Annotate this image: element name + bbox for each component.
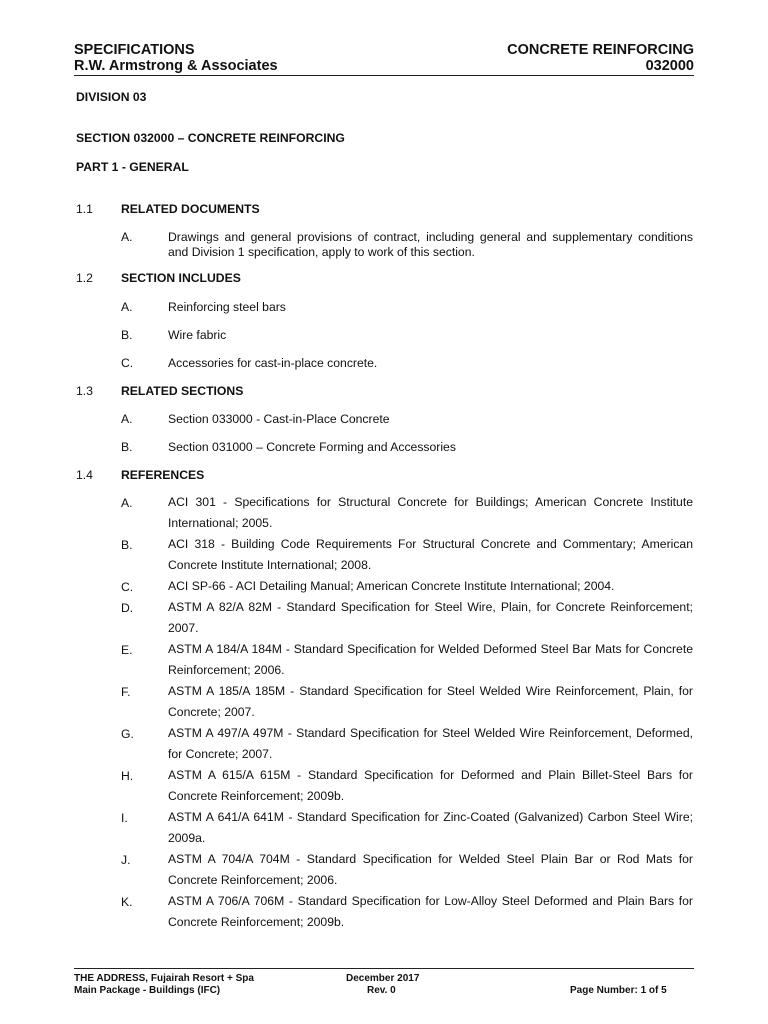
reference-text: ACI 301 - Specifications for Structural Concrete for Buildings; American Concrete Institute International; 2005. <box>168 495 693 530</box>
header-firm-name: R.W. Armstrong & Associates <box>74 58 278 74</box>
footer-divider <box>74 968 694 969</box>
section-heading: REFERENCES <box>121 468 205 482</box>
item-text: Section 031000 – Concrete Forming and Accessories <box>168 440 456 454</box>
reference-letter: G. <box>121 727 134 741</box>
reference-letter: F. <box>121 685 131 699</box>
item-letter: A. <box>121 230 133 244</box>
part-title: PART 1 - GENERAL <box>76 160 189 174</box>
division-title: DIVISION 03 <box>76 90 147 104</box>
item-letter: A. <box>121 300 133 314</box>
reference-text: ASTM A 82/A 82M - Standard Specification for Steel Wire, Plain, for Concrete Reinforcement; 2007. <box>168 600 693 635</box>
reference-letter: C. <box>121 580 134 594</box>
item-text: Section 033000 - Cast-in-Place Concrete <box>168 412 390 426</box>
reference-letter: H. <box>121 769 134 783</box>
footer-date: December 2017 <box>346 973 420 984</box>
section-heading: SECTION INCLUDES <box>121 271 241 285</box>
item-text: Accessories for cast-in-place concrete. <box>168 356 378 370</box>
item-text: Drawings and general provisions of contract, including general and supplementary conditions and Division 1 specification, apply to work of this section. <box>168 230 693 259</box>
footer-revision: Rev. 0 <box>367 985 396 996</box>
reference-text: ASTM A 615/A 615M - Standard Specification for Deformed and Plain Billet-Steel Bars for Concrete Reinforcement; 2009b. <box>168 768 693 803</box>
header-section-name: CONCRETE REINFORCING <box>507 42 694 58</box>
reference-text: ASTM A 704/A 704M - Standard Specification for Welded Steel Plain Bar or Rod Mats for Concrete Reinforcement; 2006. <box>168 852 693 887</box>
section-number: 1.4 <box>76 468 93 482</box>
reference-text: ASTM A 184/A 184M - Standard Specification for Welded Deformed Steel Bar Mats for Concrete Reinforcement; 2006. <box>168 642 693 677</box>
section-heading: RELATED SECTIONS <box>121 384 244 398</box>
section-number: 1.2 <box>76 271 93 285</box>
reference-text: ACI 318 - Building Code Requirements For Structural Concrete and Commentary; American Concrete Institute International; 2008. <box>168 537 693 572</box>
item-letter: B. <box>121 440 133 454</box>
reference-letter: D. <box>121 601 134 615</box>
footer-package-name: Main Package - Buildings (IFC) <box>74 985 221 996</box>
header-row-2 <box>74 58 694 74</box>
section-title: SECTION 032000 – CONCRETE REINFORCING <box>76 131 345 145</box>
reference-text: ASTM A 497/A 497M - Standard Specification for Steel Welded Wire Reinforcement, Deformed, for Concrete; 2007. <box>168 726 693 761</box>
item-letter: A. <box>121 412 133 426</box>
item-text: Reinforcing steel bars <box>168 300 286 314</box>
header-specifications: SPECIFICATIONS <box>74 42 195 58</box>
item-letter: B. <box>121 328 133 342</box>
header-row-1 <box>74 42 694 58</box>
reference-letter: B. <box>121 538 133 552</box>
section-heading: RELATED DOCUMENTS <box>121 202 260 216</box>
section-number: 1.3 <box>76 384 93 398</box>
header-divider <box>74 75 694 76</box>
reference-letter: E. <box>121 643 133 657</box>
reference-letter: K. <box>121 895 133 909</box>
header-section-number: 032000 <box>645 58 694 74</box>
reference-text: ACI SP-66 - ACI Detailing Manual; American Concrete Institute International; 2004. <box>168 579 615 593</box>
reference-text: ASTM A 185/A 185M - Standard Specification for Steel Welded Wire Reinforcement, Plain, for Concrete; 2007. <box>168 684 693 719</box>
reference-letter: J. <box>121 853 131 867</box>
reference-letter: I. <box>121 811 128 825</box>
item-text: Wire fabric <box>168 328 227 342</box>
footer-project-name: THE ADDRESS, Fujairah Resort + Spa <box>74 973 254 984</box>
reference-text: ASTM A 706/A 706M - Standard Specification for Low-Alloy Steel Deformed and Plain Bars for Concrete Reinforcement; 2009b. <box>168 894 693 929</box>
reference-text: ASTM A 641/A 641M - Standard Specification for Zinc-Coated (Galvanized) Carbon Steel Wire; 2009a. <box>168 810 693 845</box>
section-number: 1.1 <box>76 202 93 216</box>
item-letter: C. <box>121 356 134 370</box>
footer-page-number: Page Number: 1 of 5 <box>570 985 667 996</box>
reference-letter: A. <box>121 496 133 510</box>
